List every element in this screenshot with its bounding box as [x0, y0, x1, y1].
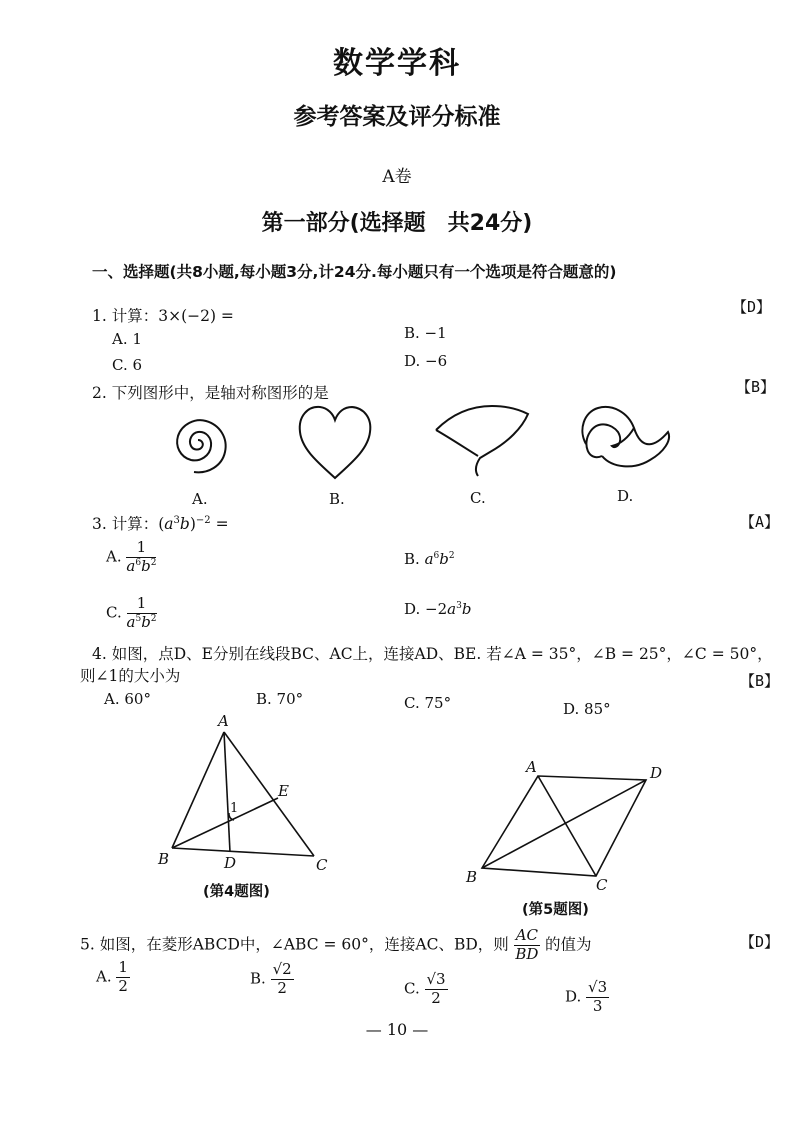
q4-point-a: A [218, 712, 229, 730]
q4-segment-ad [224, 732, 230, 852]
q4-point-d: D [224, 854, 237, 872]
page-number: — 10 — [365, 1020, 429, 1039]
q2-label-c: C. [470, 489, 486, 507]
fan-leaf-icon [436, 406, 528, 476]
q5-option-c-denominator: 2 [431, 988, 441, 1007]
q1-option-a: A. 1 [112, 330, 142, 348]
q1-option-d: D. −6 [404, 352, 448, 370]
volume-label: A卷 [382, 167, 412, 187]
q5-figure-caption: (第5题图) [522, 902, 589, 918]
page-title: 数学学科 [333, 46, 461, 81]
q5-point-d: D [650, 764, 663, 782]
q5-option-b-fraction [271, 962, 294, 997]
q1-option-b: B. −1 [404, 324, 447, 342]
page-subtitle: 参考答案及评分标准 [293, 104, 501, 130]
q4-stem-line1: 4. 如图，点D、E分别在线段BC、AC上，连接AD、BE. 若∠A = 35°，∠B = 25°，∠C = 50°， [92, 645, 773, 663]
section-heading: 一、选择题(共8小题,每小题3分,计24分.每小题只有一个选项是符合题意的) [92, 263, 617, 281]
q5-answer: 【D】 [740, 933, 780, 951]
q3-option-d: D. $-2a^3b$ [404, 600, 472, 618]
q4-angle-label: 1 [230, 801, 239, 816]
q4-point-e: E [278, 782, 289, 800]
q5-option-d-numerator: √3 [588, 978, 608, 996]
q2-answer: 【B】 [736, 378, 776, 396]
q2-figures [150, 398, 690, 488]
q5-rhombus [482, 776, 646, 876]
q3-option-a-label: A. [106, 547, 122, 566]
q4-option-d: D. 85° [563, 700, 611, 718]
q5-option-b-denominator: 2 [277, 978, 287, 997]
q3-option-b-label: B. [404, 550, 420, 568]
q3-option-c-denominator: $a^5b^2$ [126, 612, 157, 631]
q5-stem-denominator: BD [515, 944, 539, 963]
q5-stem-numerator: AC [515, 926, 539, 944]
q5-option-d [565, 980, 609, 1015]
q5-option-b [250, 962, 294, 997]
q5-option-a-fraction [116, 960, 130, 995]
q5-option-a-denominator: 2 [118, 976, 128, 995]
q5-point-a: A [526, 758, 537, 776]
q5-option-b-numerator: √2 [272, 960, 292, 978]
q3-option-c-fraction [127, 596, 157, 631]
q3-option-d-label: D. −2 [404, 600, 448, 618]
q3-option-a [106, 540, 156, 575]
q4-segment-bc [172, 848, 314, 856]
q3-stem-prefix: 3. 计算：( [92, 515, 165, 533]
q5-point-c: C [596, 876, 608, 894]
q2-stem: 2. 下列图形中，是轴对称图形的是 [92, 384, 329, 402]
part-heading: 第一部分(选择题 共24分) [261, 211, 533, 236]
q2-label-b: B. [329, 490, 345, 508]
q5-option-c-numerator: √3 [426, 970, 446, 988]
q5-option-c-label: C. [404, 979, 420, 998]
q4-point-c: C [316, 856, 328, 874]
q3-stem: 3. 计算：$(a^3b)^{-2}$ = [92, 514, 229, 533]
q4-segment-ac [224, 732, 314, 856]
q3-option-a-numerator: 1 [126, 540, 156, 558]
q3-option-a-denominator: $a^6b^2$ [126, 556, 157, 575]
q3-option-c-label: C. [106, 603, 122, 622]
q5-option-d-fraction [586, 980, 609, 1015]
q3-stem-suffix: = [210, 515, 229, 533]
q4-answer: 【B】 [740, 672, 780, 690]
q4-option-a: A. 60° [104, 690, 151, 708]
q4-option-c: C. 75° [404, 694, 452, 712]
q5-stem-prefix: 5. 如图，在菱形ABCD中，∠ABC = 60°，连接AC、BD，则 [80, 935, 509, 954]
q5-stem [80, 928, 591, 963]
spiral-icon [177, 420, 225, 472]
q5-diagonal-ac [538, 776, 596, 876]
q2-label-a: A. [192, 490, 208, 508]
q5-option-a-label: A. [96, 967, 112, 986]
q4-segment-ab [172, 732, 224, 848]
q5-option-c-fraction [425, 972, 448, 1007]
q5-stem-suffix: 的值为 [544, 935, 592, 954]
q3-option-c-numerator: 1 [127, 596, 157, 614]
q5-option-b-label: B. [250, 969, 266, 988]
q4-figure-caption: (第4题图) [203, 884, 270, 900]
q1-stem: 1. 计算：3×(−2) = [92, 307, 234, 325]
q4-segment-be [172, 798, 278, 848]
q5-option-a-numerator: 1 [118, 958, 128, 976]
q5-option-a [96, 960, 130, 995]
q5-option-c [404, 972, 448, 1007]
swirl-icon [582, 407, 669, 466]
q3-answer: 【A】 [740, 513, 780, 531]
q5-point-b: B [466, 868, 478, 886]
q3-option-c [106, 596, 157, 631]
q2-label-d: D. [617, 487, 634, 505]
q5-figure [460, 756, 680, 896]
q3-option-a-fraction [126, 540, 156, 575]
q4-option-b: B. 70° [256, 690, 304, 708]
q5-diagonal-bd [482, 780, 646, 868]
q4-figure [150, 708, 350, 878]
q4-stem-line2: 则∠1的大小为 [80, 667, 181, 685]
q3-option-b: B. $a^6b^2$ [404, 550, 455, 568]
q1-answer: 【D】 [732, 298, 772, 316]
q4-point-b: B [158, 850, 170, 868]
q5-stem-fraction [514, 928, 540, 963]
heart-icon [300, 407, 371, 478]
q5-option-d-label: D. [565, 987, 582, 1006]
q1-option-c: C. 6 [112, 356, 143, 374]
q5-option-d-denominator: 3 [592, 996, 603, 1015]
